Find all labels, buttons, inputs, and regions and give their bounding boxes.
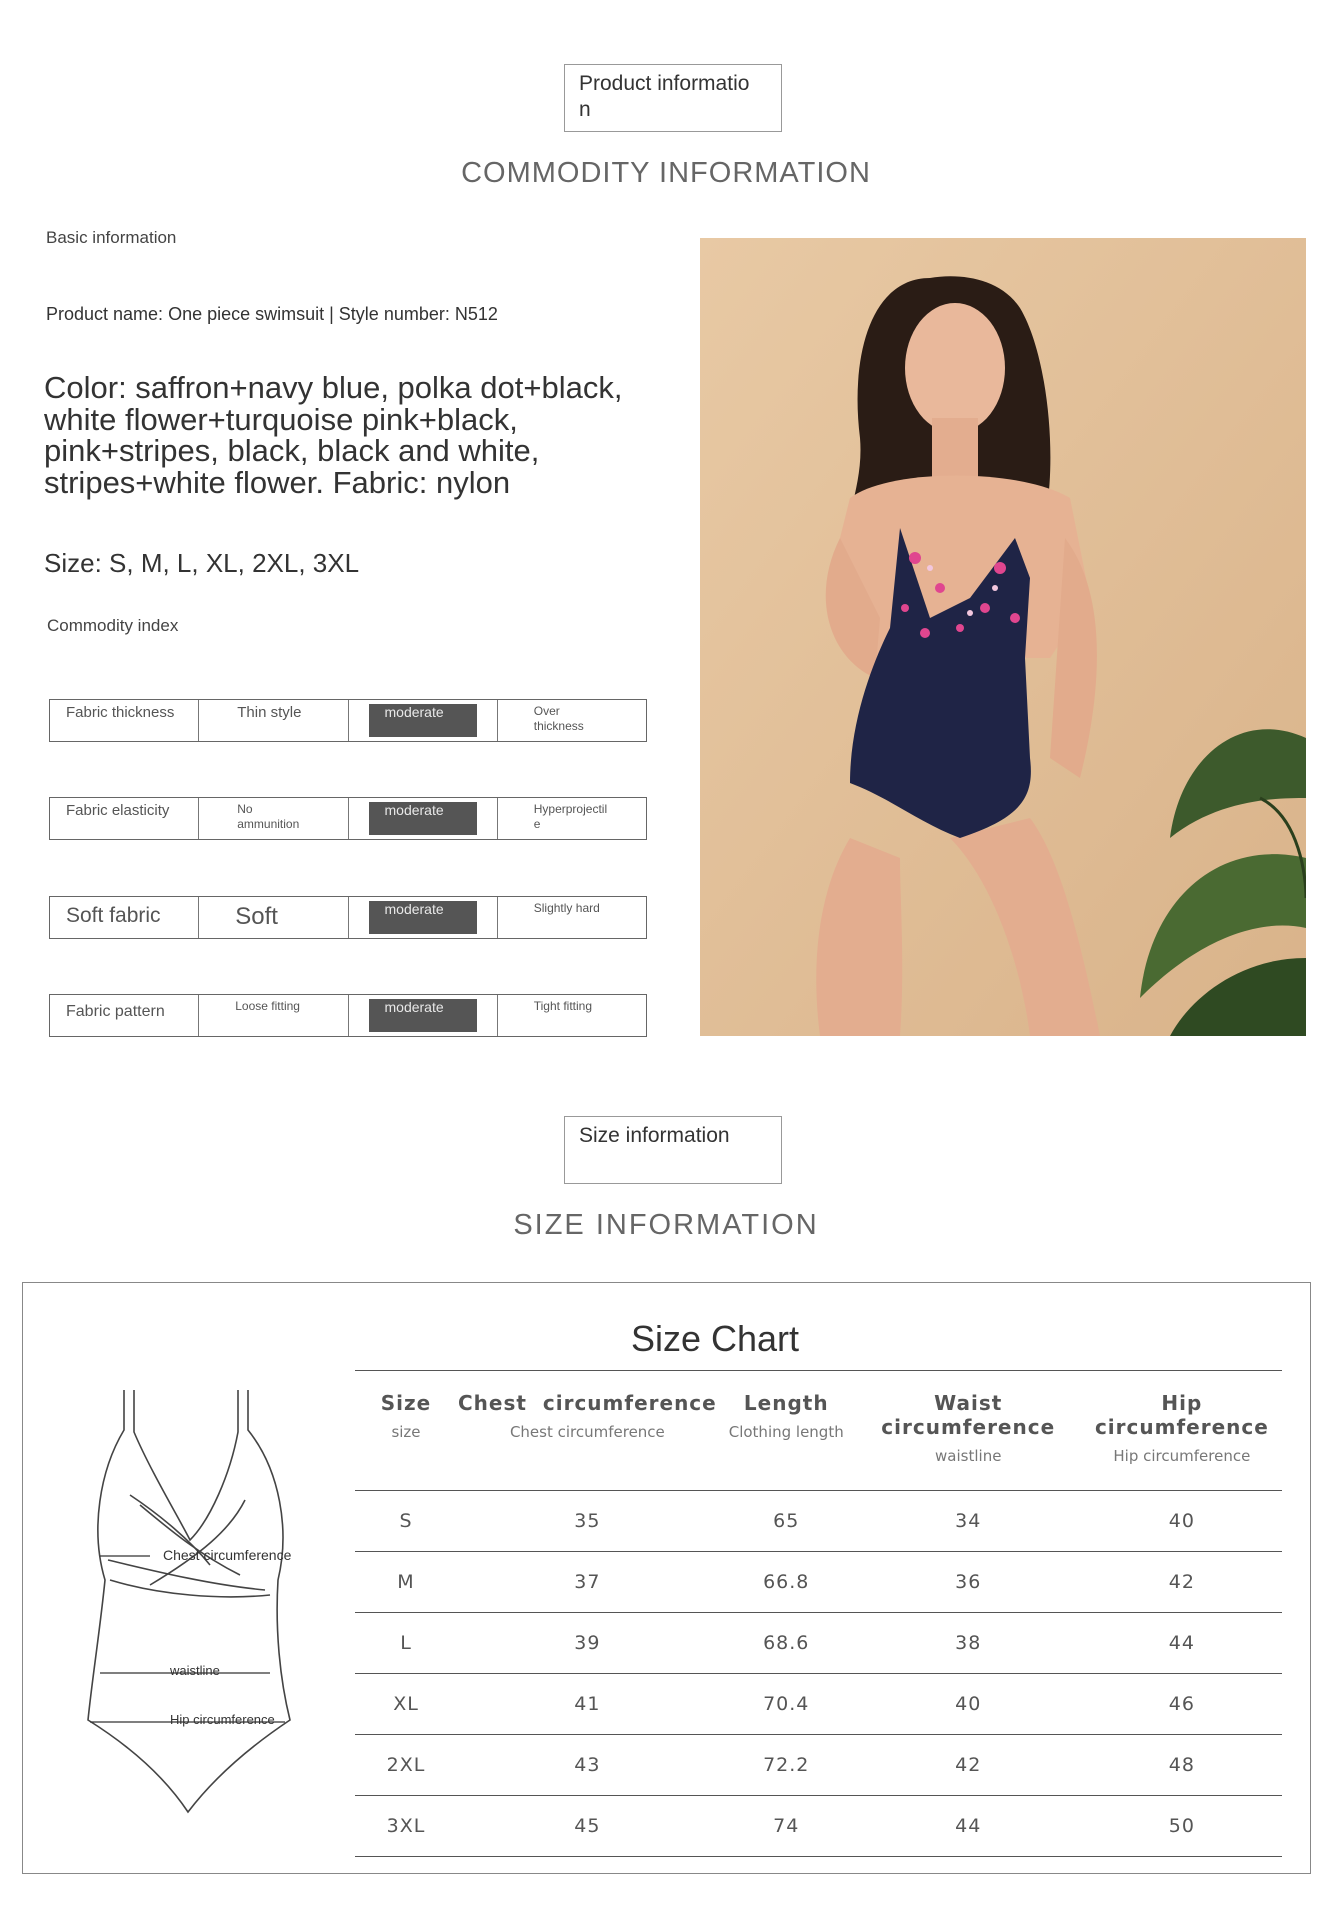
table-cell: 46 [1082,1674,1282,1735]
measurement-diagram [80,1380,340,1820]
index-low: Loose fitting [235,999,300,1013]
index-mid-cell [349,798,498,839]
index-name: Soft fabric [66,904,161,927]
index-mid-cell [349,700,498,741]
index-high-cell [498,700,646,741]
table-row [355,1491,1282,1552]
header-length [718,1371,855,1491]
size-table-header-row [355,1371,1282,1491]
table-cell: 38 [855,1613,1082,1674]
header-main: Chest circumference [458,1391,717,1415]
index-low: Thin style [237,704,302,721]
size-info-tag-label: Size information [579,1124,730,1147]
color-fabric-text: Color: saffron+navy blue, polka dot+black, white flower+turquoise pink+black, pink+stripes, black, black and white, stripes+white flower. Fabric: nylon [44,370,623,500]
table-cell: 42 [855,1735,1082,1796]
table-cell: L [355,1613,457,1674]
header-sub: waistline [935,1447,1002,1465]
header-waist [855,1371,1082,1491]
header-chest [457,1371,718,1491]
size-chart-title: Size Chart [630,1318,800,1359]
index-mid: moderate [384,999,444,1015]
index-high: Slightly hard [533,901,600,915]
index-name-cell [50,700,199,741]
header-sub: Chest circumference [509,1423,665,1441]
table-cell: 72.2 [718,1735,855,1796]
size-chart-table [355,1370,1282,1857]
table-cell: 34 [855,1491,1082,1552]
table-cell: 39 [457,1613,718,1674]
table-cell: XL [355,1674,457,1735]
table-cell: 48 [1082,1735,1282,1796]
table-cell: 41 [457,1674,718,1735]
header-sub: Hip circumference [1113,1447,1251,1465]
index-low-cell [199,995,348,1036]
index-high-cell [498,798,646,839]
index-mid: moderate [384,704,444,720]
table-cell: 37 [457,1552,718,1613]
header-main: Length [743,1391,829,1415]
index-row-pattern [49,994,647,1037]
table-cell: 44 [1082,1613,1282,1674]
index-name-cell [50,798,199,839]
index-low: No ammunition [237,802,300,831]
table-cell: 66.8 [718,1552,855,1613]
index-high: Over thickness [533,704,584,733]
product-info-tag-line1: Product informatio [579,72,750,95]
table-cell: 50 [1082,1796,1282,1857]
table-cell: S [355,1491,457,1552]
table-cell: 36 [855,1552,1082,1613]
commodity-index-label: Commodity index [47,616,179,635]
table-cell: 43 [457,1735,718,1796]
index-high-cell [498,995,646,1036]
index-high: Tight fitting [533,999,592,1013]
header-sub: size [391,1423,421,1441]
index-low: Soft [235,903,278,930]
header-hip [1082,1371,1282,1491]
table-cell: 45 [457,1796,718,1857]
diagram-label-chest: Chest circumference [163,1547,292,1563]
index-name: Fabric pattern [66,1003,165,1020]
table-cell: 40 [1082,1491,1282,1552]
product-info-tag [564,64,782,132]
index-mid-cell [349,995,498,1036]
index-name-cell [50,897,199,938]
table-cell: 3XL [355,1796,457,1857]
index-row-softness [49,896,647,939]
header-main: Hip circumference [1094,1391,1269,1439]
header-sub: Clothing length [728,1423,844,1441]
table-row [355,1735,1282,1796]
index-name: Fabric elasticity [66,802,170,819]
product-info-tag-line2: n [579,98,591,121]
table-cell: 65 [718,1491,855,1552]
index-high: Hyperprojectile [533,802,608,831]
product-name-line: Product name: One piece swimsuit | Style number: N512 [46,304,498,324]
index-low-cell [199,798,348,839]
table-row [355,1552,1282,1613]
header-main: Waist circumference [881,1391,1056,1439]
commodity-heading: COMMODITY INFORMATION [461,157,871,189]
size-info-tag [564,1116,782,1184]
index-mid: moderate [384,901,444,917]
size-heading: SIZE INFORMATION [513,1209,819,1241]
index-row-thickness [49,699,647,742]
table-cell: 40 [855,1674,1082,1735]
table-cell: 74 [718,1796,855,1857]
table-cell: 42 [1082,1552,1282,1613]
table-cell: 44 [855,1796,1082,1857]
header-main: Size [380,1391,432,1415]
table-cell: 70.4 [718,1674,855,1735]
index-mid-cell [349,897,498,938]
index-low-cell [199,700,348,741]
index-high-cell [498,897,646,938]
table-row [355,1613,1282,1674]
product-photo [700,238,1306,1036]
header-size [355,1371,457,1491]
table-cell: 68.6 [718,1613,855,1674]
index-row-elasticity [49,797,647,840]
size-table-body [355,1491,1282,1857]
diagram-label-waist: waistline [170,1663,220,1678]
size-list-text: Size: S, M, L, XL, 2XL, 3XL [44,548,360,578]
table-row [355,1674,1282,1735]
index-low-cell [199,897,348,938]
diagram-label-hip: Hip circumference [170,1712,275,1727]
model-illustration [700,238,1306,1036]
index-name-cell [50,995,199,1036]
index-mid: moderate [384,802,444,818]
basic-information-label: Basic information [46,228,177,247]
table-cell: 35 [457,1491,718,1552]
table-row [355,1796,1282,1857]
swimsuit-outline [80,1380,340,1820]
index-name: Fabric thickness [66,704,175,721]
table-cell: M [355,1552,457,1613]
table-cell: 2XL [355,1735,457,1796]
